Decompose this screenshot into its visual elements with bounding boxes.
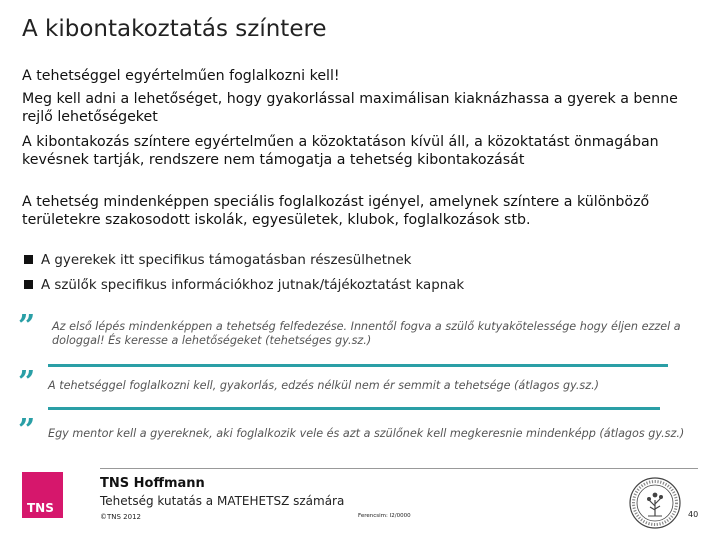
- footer-divider: [100, 468, 698, 469]
- tns-logo: [22, 472, 63, 518]
- reference-code: Ferencsim: I2/0000: [358, 513, 411, 519]
- slide-title: A kibontakoztatás színtere: [22, 16, 327, 42]
- paragraph-2: Meg kell adni a lehetőséget, hogy gyakorlással maximálisan kiaknázhassa a gyerek a benne rejlő lehetőségeket: [22, 91, 678, 125]
- copyright: ©TNS 2012: [100, 513, 141, 521]
- quote-icon: ”: [18, 413, 36, 448]
- square-bullet-icon: [24, 280, 33, 289]
- paragraph-1: A tehetséggel egyértelműen foglalkozni kell!: [22, 68, 340, 84]
- quote-text: Az első lépés mindenképpen a tehetség felfedezése. Innentől fogva a szülő kutyakötelessége hogy éljen ezzel a dologgal! És keresse a lehetőségeket (tehetséges gy.sz.): [52, 320, 681, 347]
- seal-icon: [628, 476, 682, 530]
- quote-text: A tehetséggel foglalkozni kell, gyakorlás, edzés nélkül nem ér semmit a tehetsége (átlagos gy.sz.): [48, 379, 599, 392]
- paragraph-4: A tehetség mindenképpen speciális foglalkozást igényel, amelynek színtere a különböző területekre szakosodott iskolák, egyesületek, klubok, foglalkozások stb.: [22, 194, 650, 228]
- page-number: 40: [688, 510, 699, 519]
- bullet-text: A gyerekek itt specifikus támogatásban részesülhetnek: [41, 253, 412, 268]
- paragraph-3: A kibontakozás színtere egyértelműen a közoktatáson kívül áll, a közoktatást önmagában kevésnek tartják, rendszere nem támogatja a tehetség kibontakozását: [22, 134, 659, 168]
- bullet-item: [24, 252, 411, 270]
- logo-text: TNS: [27, 501, 54, 515]
- company-name: TNS Hoffmann: [100, 476, 205, 491]
- footer-subtitle: Tehetség kutatás a MATEHETSZ számára: [100, 494, 345, 508]
- quote-icon: ”: [18, 309, 36, 344]
- quote-icon: ”: [18, 365, 36, 400]
- quote-divider: [48, 407, 660, 410]
- square-bullet-icon: [24, 255, 33, 264]
- bullet-item: [24, 277, 464, 295]
- quote-text: Egy mentor kell a gyereknek, aki foglalkozik vele és azt a szülőnek kell megkeresnie mindenképp (átlagos gy.sz.): [48, 427, 685, 440]
- quote-divider: [48, 364, 668, 367]
- bullet-text: A szülők specifikus információkhoz jutnak/tájékoztatást kapnak: [41, 278, 465, 293]
